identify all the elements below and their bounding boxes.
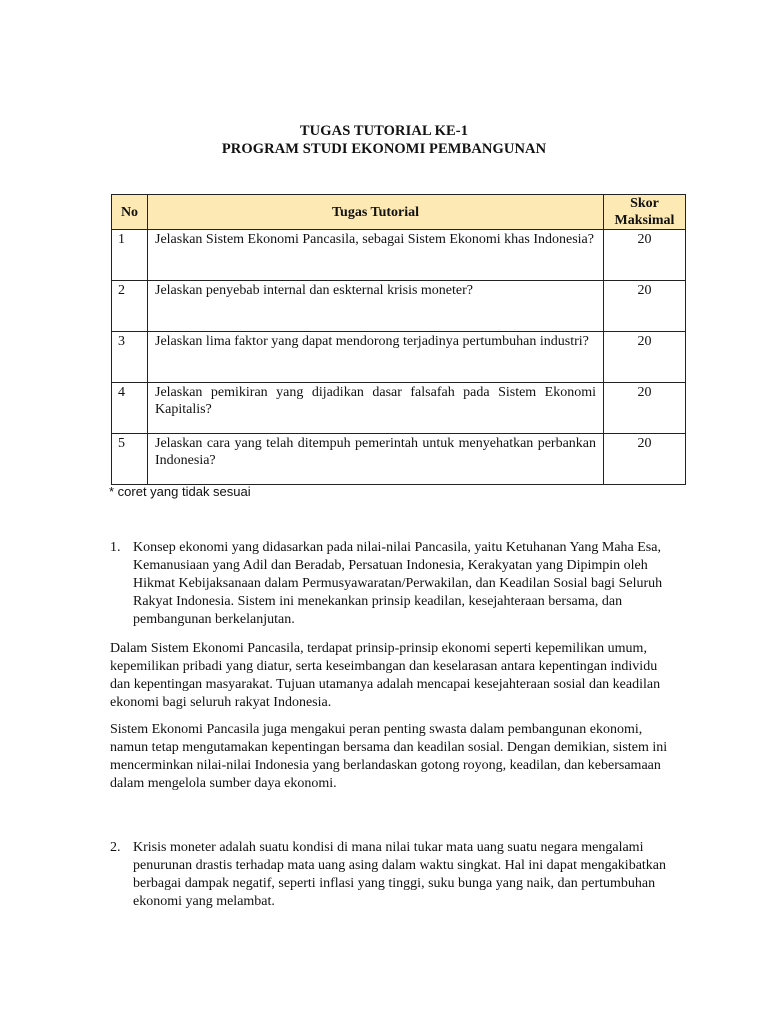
header-no: No (112, 195, 148, 230)
row-no: 2 (112, 281, 148, 332)
row-task: Jelaskan pemikiran yang dijadikan dasar falsafah pada Sistem Ekonomi Kapitalis? (148, 383, 604, 434)
row-score: 20 (604, 332, 686, 383)
table-row (112, 383, 686, 434)
row-task: Jelaskan Sistem Ekonomi Pancasila, sebagai Sistem Ekonomi khas Indonesia? (148, 230, 604, 281)
document-title: TUGAS TUTORIAL KE-1 (299, 123, 469, 139)
row-score: 20 (604, 434, 686, 485)
header-score-line1: Skor (630, 196, 659, 211)
answer-item-2 (110, 839, 670, 911)
row-score: 20 (604, 281, 686, 332)
header-score (604, 195, 686, 230)
row-task: Jelaskan lima faktor yang dapat mendorong terjadinya pertumbuhan industri? (148, 332, 604, 383)
document-subtitle: PROGRAM STUDI EKONOMI PEMBANGUNAN (221, 141, 547, 157)
table-row (112, 281, 686, 332)
answer-paragraph: Sistem Ekonomi Pancasila juga mengakui peran penting swasta dalam pembangunan ekonomi, namun tetap mengutamakan kepentingan bersama dan keadilan sosial. Dengan demikian, sistem ini mencerminkan nilai-nilai Indonesia yang berlandaskan gotong royong, keadilan, dan kebersamaan dalam mengelola sumber daya ekonomi. (110, 722, 668, 791)
row-score: 20 (604, 383, 686, 434)
answer-paragraph: Dalam Sistem Ekonomi Pancasila, terdapat prinsip-prinsip ekonomi seperti kepemilikan umum, kepemilikan pribadi yang diatur, serta keseimbangan dan keselarasan antara kepentingan individu dan kepentingan masyarakat. Tujuan utamanya adalah mencapai kesejahteraan sosial dan keadilan ekonomi bagi seluruh rakyat Indonesia. (110, 641, 661, 710)
table-row (112, 230, 686, 281)
table-header-row (112, 195, 686, 230)
row-task: Jelaskan cara yang telah ditempuh pemerintah untuk menyehatkan perbankan Indonesia? (148, 434, 604, 485)
answer-item-1 (110, 539, 670, 629)
table-row (112, 332, 686, 383)
row-score: 20 (604, 230, 686, 281)
table-row (112, 434, 686, 485)
row-no: 5 (112, 434, 148, 485)
answer-text: Konsep ekonomi yang didasarkan pada nilai-nilai Pancasila, yaitu Ketuhanan Yang Maha Esa, Kemanusiaan yang Adil dan Beradab, Persatuan Indonesia, Kerakyatan yang Dipimpin oleh Hikmat Kebijaksanaan dalam Permusyawaratan/Perwakilan, dan Keadilan Sosial bagi Seluruh Rakyat Indonesia. Sistem ini menekankan prinsip keadilan, kesejahteraan bersama, dan pembangunan berkelanjutan. (133, 540, 663, 627)
answer-text: Krisis moneter adalah suatu kondisi di mana nilai tukar mata uang suatu negara mengalami penurunan drastis terhadap mata uang asing dalam waktu singkat. Hal ini dapat mengakibatkan berbagai dampak negatif, seperti inflasi yang tinggi, suku bunga yang naik, dan pertumbuhan ekonomi yang melambat. (133, 840, 667, 909)
row-no: 4 (112, 383, 148, 434)
task-table (111, 194, 686, 485)
answer-number: 1. (110, 540, 121, 555)
header-task: Tugas Tutorial (148, 195, 604, 230)
row-task: Jelaskan penyebab internal dan eskternal krisis moneter? (148, 281, 604, 332)
table-note: * coret yang tidak sesuai (109, 484, 251, 499)
row-no: 1 (112, 230, 148, 281)
header-score-line2: Maksimal (614, 213, 675, 228)
row-no: 3 (112, 332, 148, 383)
answer-number: 2. (110, 840, 121, 855)
